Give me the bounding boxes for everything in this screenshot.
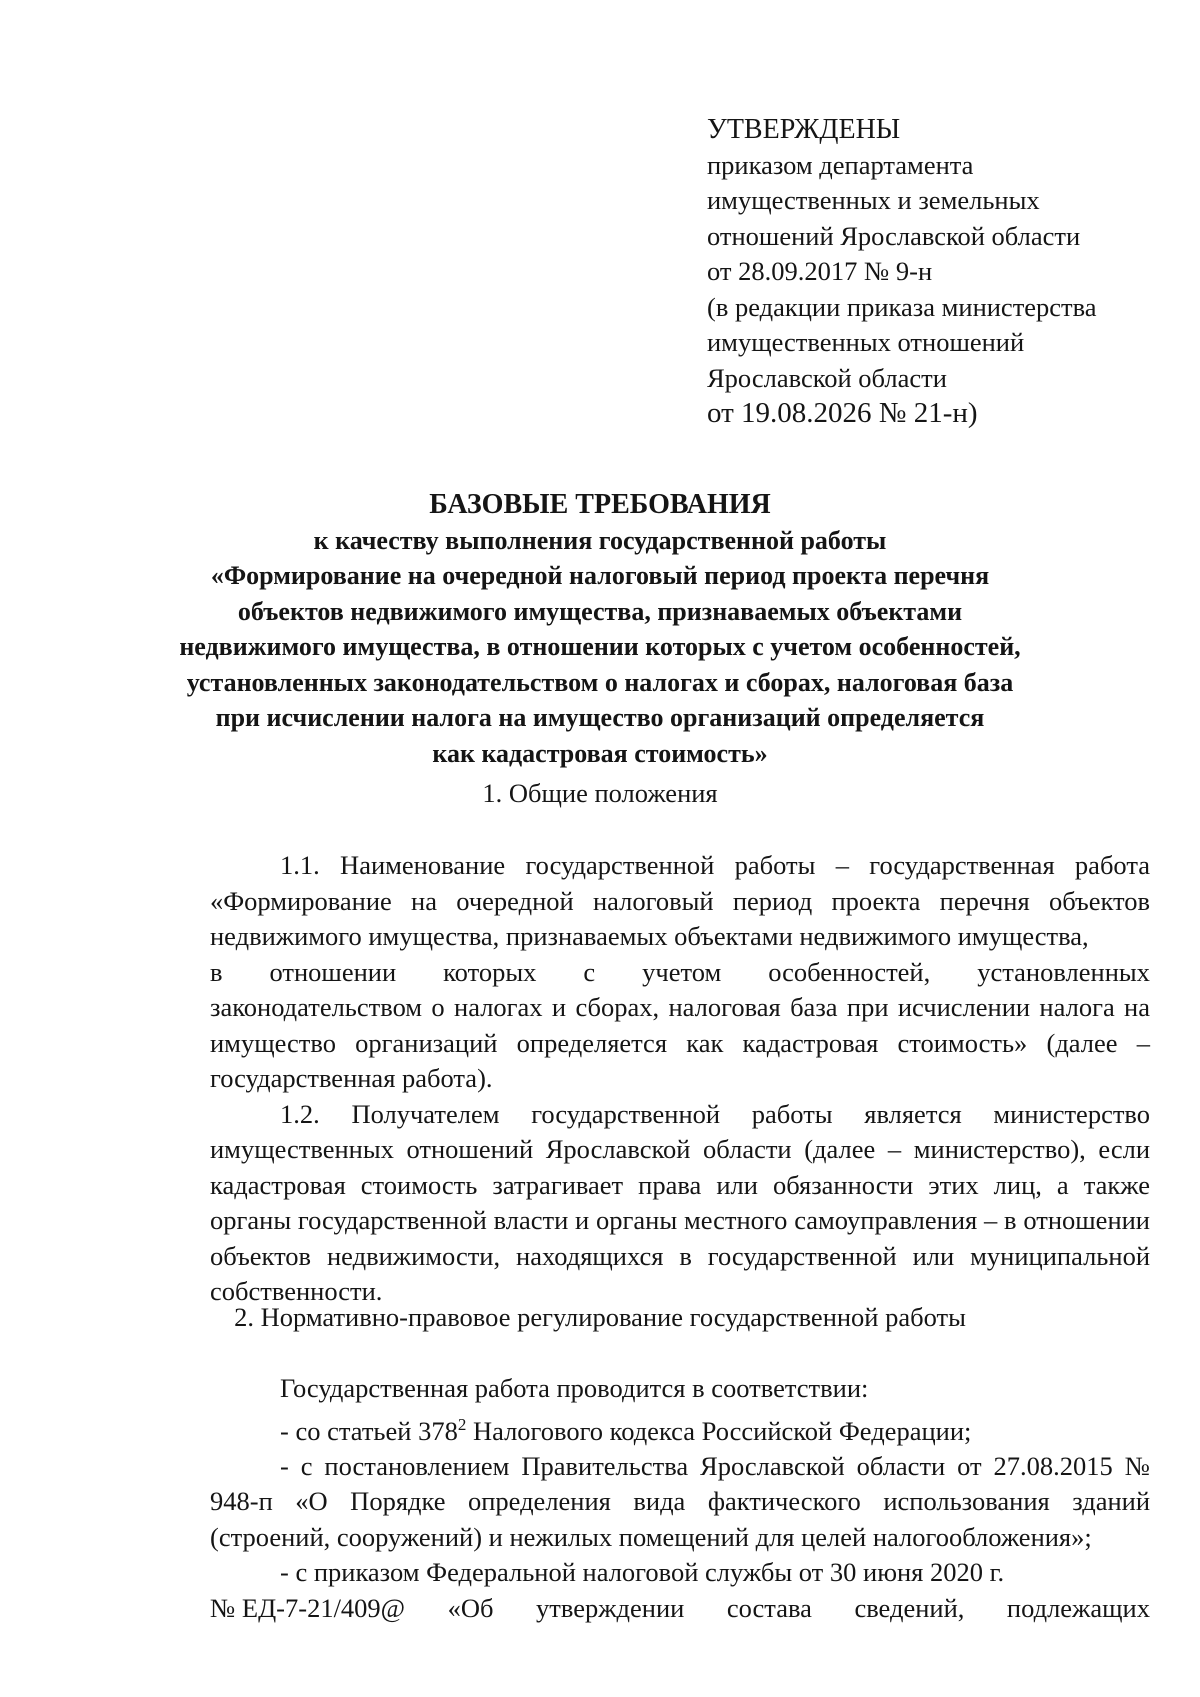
- word: подлежащих: [1006, 1592, 1150, 1623]
- list-item-spread-line: [210, 1591, 1150, 1627]
- word: № ЕД-7-21/409@: [210, 1592, 406, 1623]
- word: в: [210, 956, 223, 987]
- word: сведений,: [854, 1592, 965, 1623]
- approval-line: (в редакции приказа министерства: [707, 291, 1097, 322]
- title-line: как кадастровая стоимость»: [432, 738, 768, 768]
- word: учетом: [642, 956, 722, 987]
- section-2-body: [210, 1371, 1150, 1626]
- title-line: к качеству выполнения государственной работы: [313, 525, 887, 555]
- approval-line: имущественных и земельных: [707, 185, 1040, 215]
- word: особенностей,: [768, 956, 931, 987]
- title-line: «Формирование на очередной налоговый период проекта перечня: [210, 561, 990, 590]
- approval-heading: УТВЕРЖДЕНЫ: [707, 114, 901, 145]
- word: с: [583, 956, 596, 987]
- section-1-heading: 1. Общие положения: [482, 778, 718, 808]
- title-line: при исчислении налога на имущество организаций определяется: [215, 703, 985, 732]
- word: установленных: [977, 956, 1150, 987]
- title-heading: БАЗОВЫЕ ТРЕБОВАНИЯ: [429, 489, 771, 520]
- list-item: [210, 1407, 1150, 1449]
- approval-line: отношений Ярославской области: [707, 220, 1081, 251]
- word: утверждении: [536, 1592, 685, 1623]
- title-line: недвижимого имущества, в отношении которых с учетом особенностей,: [179, 632, 1021, 661]
- title-line: объектов недвижимого имущества, признаваемых объектами: [237, 596, 963, 626]
- word: «Об: [447, 1592, 494, 1623]
- approval-block: [707, 112, 1177, 432]
- document-title: [0, 487, 1200, 771]
- title-line: установленных законодательством о налогах и сборах, налоговая база: [186, 667, 1014, 697]
- list-item-text: Налогового кодекса Российской Федерации;: [466, 1415, 972, 1446]
- paragraph-1-1-spread-line: [210, 955, 1150, 991]
- word: отношении: [269, 956, 397, 987]
- paragraph-1-1-tail: законодательством о налогах и сборах, налоговая база при исчислении налога на имущество организаций определяется как кадастровая стоимость» (далее – государственная работа).: [210, 992, 1150, 1093]
- list-item: - с приказом Федеральной налоговой службы от 30 июня 2020 г.: [280, 1557, 1005, 1588]
- paragraph-1-2: 1.2. Получателем государственной работы является министерство имущественных отношений Ярославской области (далее – министерство), если кадастровая стоимость затрагивает права или обязанности этих лиц, а также органы государственной власти и органы местного самоуправления – в отношении объектов недвижимости, находящихся в государственной или муниципальной собственности.: [210, 1098, 1150, 1306]
- section-2-intro: Государственная работа проводится в соответствии:: [280, 1373, 869, 1403]
- approval-line: приказом департамента: [707, 149, 974, 180]
- superscript: 2: [457, 1414, 467, 1434]
- approval-line: имущественных отношений: [707, 327, 1025, 357]
- paragraph-1-1: [210, 848, 1150, 955]
- word: которых: [443, 956, 537, 987]
- list-item-text: - со статьей 378: [280, 1415, 458, 1446]
- section-2-heading: 2. Нормативно-правовое регулирование государственной работы: [234, 1302, 966, 1332]
- word: состава: [726, 1592, 812, 1623]
- section-1-body: [210, 848, 1150, 1310]
- approval-line: от 28.09.2017 № 9-н: [707, 256, 933, 286]
- approval-line: от 19.08.2026 № 21-н): [707, 397, 978, 429]
- paragraph-1-1-lead: 1.1. Наименование государственной работы – государственная работа «Формирование на очередной налоговый период проекта перечня объектов недвижимого имущества, признаваемых объектами недвижимого имущества,: [210, 850, 1150, 951]
- approval-line: Ярославской области: [707, 362, 947, 393]
- list-item: - с постановлением Правительства Ярославской области от 27.08.2015 № 948-п «О Порядке определения вида фактического использования зданий (строений, сооружений) и нежилых помещений для целей налогообложения»;: [210, 1450, 1150, 1552]
